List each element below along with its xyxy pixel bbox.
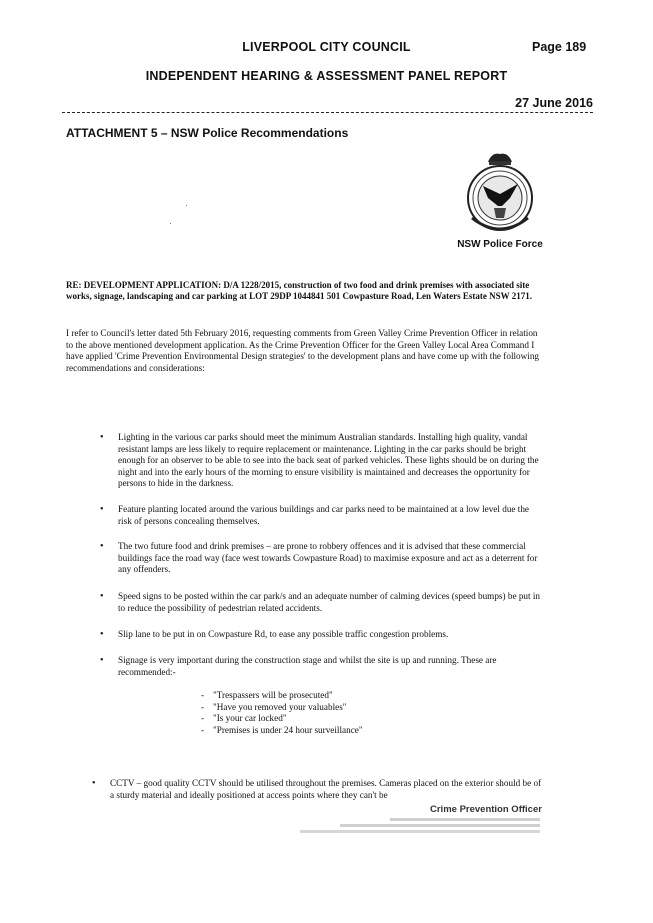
signage-quote — [201, 690, 461, 702]
bullet-item — [100, 629, 540, 641]
bullet-text: CCTV – good quality CCTV should be utilised throughout the premises. Cameras placed on the exterior should be of a sturdy material and ideally positioned at access points where they can't be — [110, 778, 542, 800]
signage-quote — [201, 713, 461, 725]
signage-quote — [201, 725, 461, 737]
bullet-item — [100, 541, 540, 576]
faded-line — [390, 818, 540, 821]
bullet-item-cctv — [92, 778, 542, 801]
bullet-item — [100, 591, 540, 614]
faded-signature-block — [290, 815, 540, 836]
bullet-dot: • — [100, 591, 104, 602]
bullet-item — [100, 432, 540, 490]
page-number: Page 189 — [532, 40, 587, 54]
attachment-title: ATTACHMENT 5 – NSW Police Recommendations — [66, 126, 349, 140]
bullet-text: Slip lane to be put in on Cowpasture Rd, to ease any possible traffic congestion problems. — [118, 629, 449, 639]
scan-speck — [186, 205, 187, 206]
quote-text: "Premises is under 24 hour surveillance" — [213, 724, 363, 735]
scan-speck — [170, 223, 171, 224]
quote-text: "Have you removed your valuables" — [213, 701, 347, 712]
bullet-dot: • — [100, 504, 104, 515]
faded-line — [340, 824, 540, 827]
nsw-police-crest-icon — [458, 148, 542, 236]
bullet-dot: • — [100, 432, 104, 443]
signage-quote-list — [201, 690, 461, 736]
bullet-dot: • — [100, 655, 104, 666]
bullet-text: Feature planting located around the various buildings and car parks need to be maintained at a low level due the risk of persons concealing themselves. — [118, 504, 530, 526]
quote-text: "Is your car locked" — [213, 713, 287, 724]
bullet-dot: • — [92, 778, 96, 789]
bullet-text: Signage is very important during the construction stage and whilst the site is up and running. These are recommended:- — [118, 655, 497, 677]
bullet-dot: • — [100, 541, 104, 552]
bullet-text: Speed signs to be posted within the car park/s and an adequate number of calming devices (speed bumps) be put in to reduce the possibility of pedestrian related accidents. — [118, 591, 541, 613]
header-divider — [62, 112, 593, 113]
signage-quote — [201, 702, 461, 714]
faded-line — [300, 830, 540, 833]
quote-dash: - — [201, 724, 205, 735]
report-date: 27 June 2016 — [515, 96, 593, 110]
quote-text: "Trespassers will be prosecuted" — [213, 690, 333, 700]
quote-dash: - — [201, 701, 205, 712]
quote-dash: - — [201, 713, 205, 724]
signature-title: Crime Prevention Officer — [430, 804, 542, 815]
bullet-text: Lighting in the various car parks should meet the minimum Australian standards. Installing high quality, vandal resistant lamps are less likely to require replacement or maintenance. Lighting in the car parks should be bright enough for an observer to be able to see into the back seat of parked vehicles. These lights should be on during the night and into the early hours of the morning to ensure visibility is maintained and decreases the opportunity for persons to hide in the darkness. — [118, 432, 539, 489]
quote-dash: - — [201, 690, 205, 700]
bullet-text: The two future food and drink premises – are prone to robbery offences and it is advised that these commercial buildings face the road way (face west towards Cowpasture Road) to maximise exposure and act as a deterrent for any offenders. — [118, 541, 538, 575]
bullet-item — [100, 655, 540, 678]
nsw-police-caption: NSW Police Force — [457, 239, 543, 250]
intro-paragraph: I refer to Council's letter dated 5th February 2016, requesting comments from Green Valley Crime Prevention Officer in relation to the above mentioned development application. As the Crime Prevention Officer for the Green Valley Local Area Command I have applied 'Crime Prevention Environmental Design strategies' to the development plans and have come up with the following recommendations and considerations: — [66, 328, 540, 373]
council-name: LIVERPOOL CITY COUNCIL — [242, 40, 411, 54]
report-title: INDEPENDENT HEARING & ASSESSMENT PANEL REPORT — [145, 69, 508, 83]
re-development-application: RE: DEVELOPMENT APPLICATION: D/A 1228/2015, construction of two food and drink premises with associated site works, signage, landscaping and car parking at LOT 29DP 1044841 501 Cowpasture Road, Len Waters Estate NSW 2171. — [66, 280, 532, 302]
bullet-dot: • — [100, 629, 104, 640]
bullet-item — [100, 504, 540, 527]
